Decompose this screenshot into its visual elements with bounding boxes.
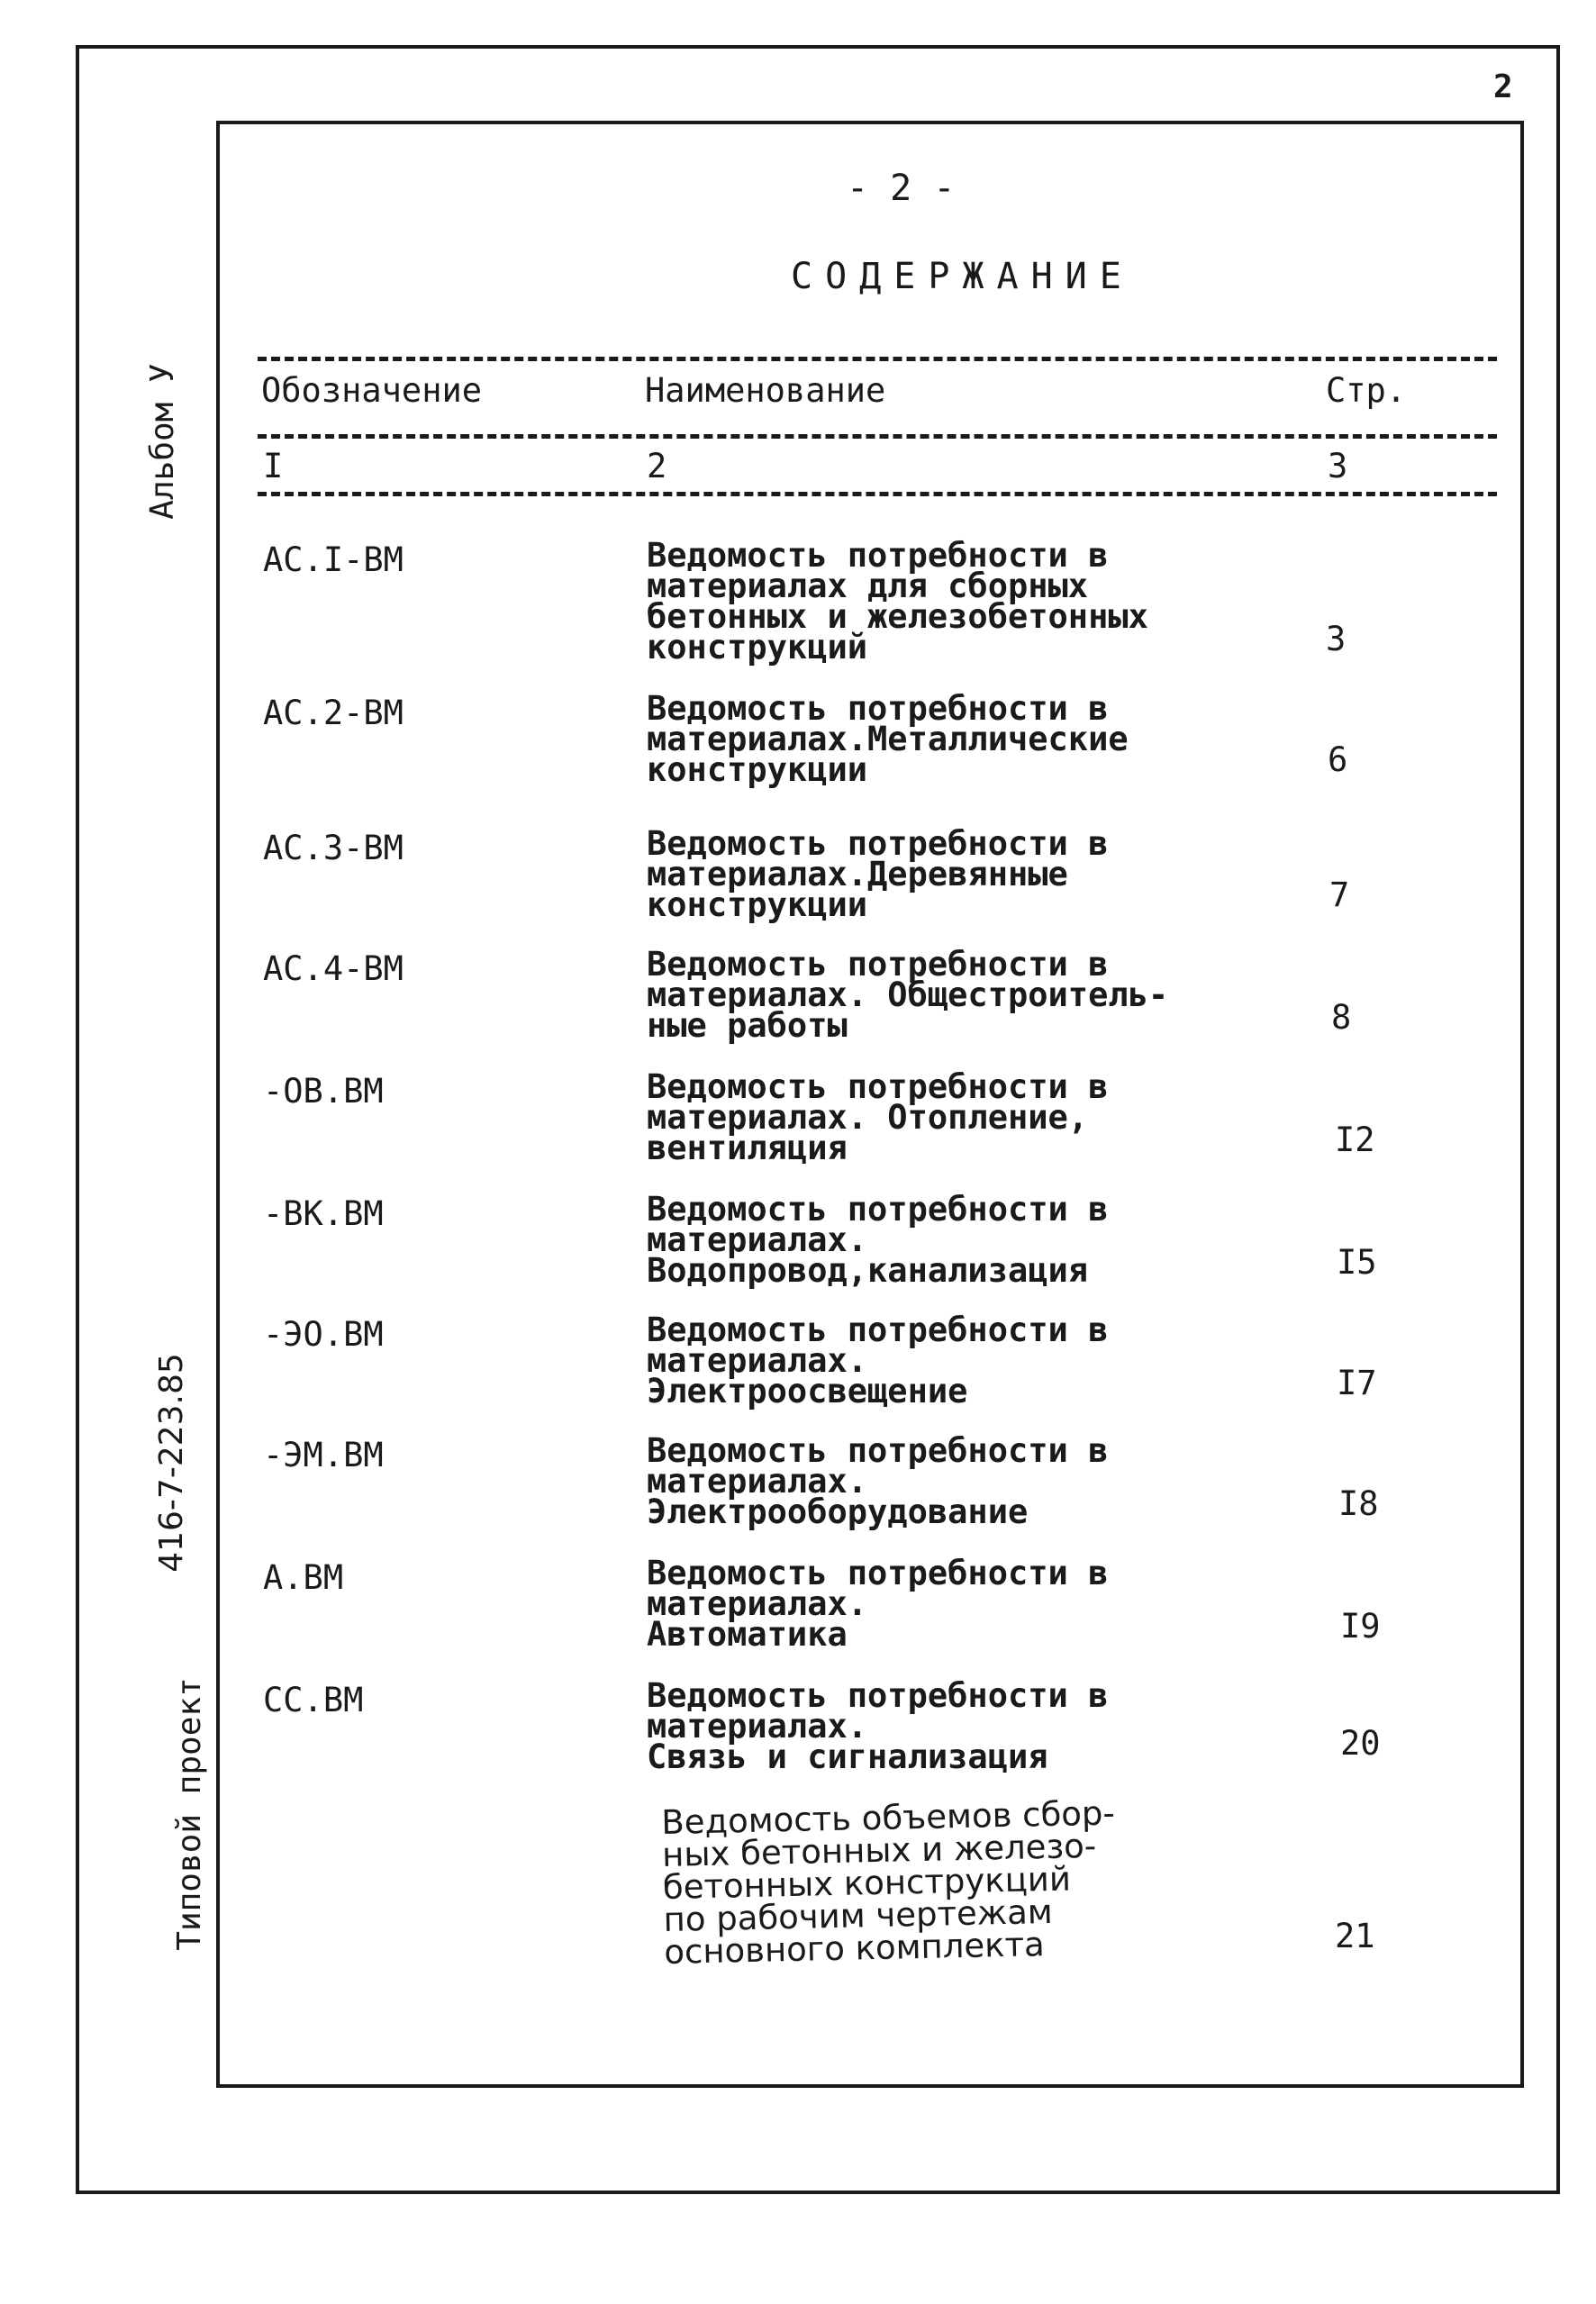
row-page: 6 <box>1328 740 1348 779</box>
row-name: Ведомость потребности в материалах. Связь и сигнализация <box>647 1676 1109 1776</box>
row-code: А.ВМ <box>263 1558 344 1597</box>
row-page: 3 <box>1326 620 1347 658</box>
header-name: Наименование <box>645 371 886 410</box>
row-code: АС.3-ВМ <box>263 829 404 867</box>
album-label: Альбом У <box>144 363 181 520</box>
row-code: -ОВ.ВМ <box>263 1072 384 1111</box>
row-page: I5 <box>1337 1243 1377 1282</box>
row-code: -ВК.ВМ <box>263 1194 384 1233</box>
project-code: 416-7-223.85 <box>153 1353 190 1573</box>
page-marker: - 2 - <box>847 168 956 209</box>
header-designation: Обозначение <box>261 371 483 410</box>
row-name: Ведомость потребности в материалах.Деревянные конструкции <box>647 824 1109 924</box>
row-page: I9 <box>1340 1607 1381 1646</box>
row-page: I8 <box>1338 1484 1379 1523</box>
row-page: 8 <box>1331 998 1352 1037</box>
row-name: Ведомость объемов сбор- ных бетонных и железо- бетонных конструкций по рабочим чертежам основного комплекта <box>660 1793 1116 1972</box>
header-page: Стр. <box>1326 371 1407 410</box>
row-name: Ведомость потребности в материалах.Металлические конструкции <box>647 689 1129 789</box>
column-number-rule <box>258 492 1497 496</box>
page-title: СОДЕРЖАНИЕ <box>791 256 1134 297</box>
row-name: Ведомость потребности в материалах. Отопление, вентиляция <box>647 1067 1109 1167</box>
row-code: АС.I-ВМ <box>263 540 404 579</box>
row-name: Ведомость потребности в материалах. Электроосвещение <box>647 1311 1109 1411</box>
row-code: -ЭО.ВМ <box>263 1315 384 1354</box>
header-rule <box>258 434 1497 439</box>
table-top-rule <box>258 357 1497 361</box>
row-page: I7 <box>1337 1364 1377 1402</box>
row-page: 21 <box>1335 1917 1375 1955</box>
row-page: I2 <box>1335 1120 1375 1159</box>
column-number-3: 3 <box>1328 447 1348 485</box>
sheet-number: 2 <box>1493 68 1513 105</box>
row-code: АС.4-ВМ <box>263 949 404 988</box>
row-code: АС.2-ВМ <box>263 694 404 732</box>
row-name: Ведомость потребности в материалах. Автоматика <box>647 1554 1109 1654</box>
column-number-2: 2 <box>647 447 667 485</box>
column-number-1: I <box>263 447 284 485</box>
row-page: 20 <box>1340 1724 1381 1763</box>
project-type: Типовой проект <box>171 1677 208 1951</box>
row-code: СС.ВМ <box>263 1681 364 1719</box>
row-name: Ведомость потребности в материалах. Общестроитель- ные работы <box>647 945 1169 1045</box>
row-code: -ЭМ.ВМ <box>263 1436 384 1474</box>
row-page: 7 <box>1329 875 1350 914</box>
row-name: Ведомость потребности в материалах для сборных бетонных и железобетонных конструкций <box>647 536 1148 667</box>
row-name: Ведомость потребности в материалах. Электрооборудование <box>647 1431 1109 1531</box>
row-name: Ведомость потребности в материалах. Водопровод,канализация <box>647 1190 1109 1290</box>
